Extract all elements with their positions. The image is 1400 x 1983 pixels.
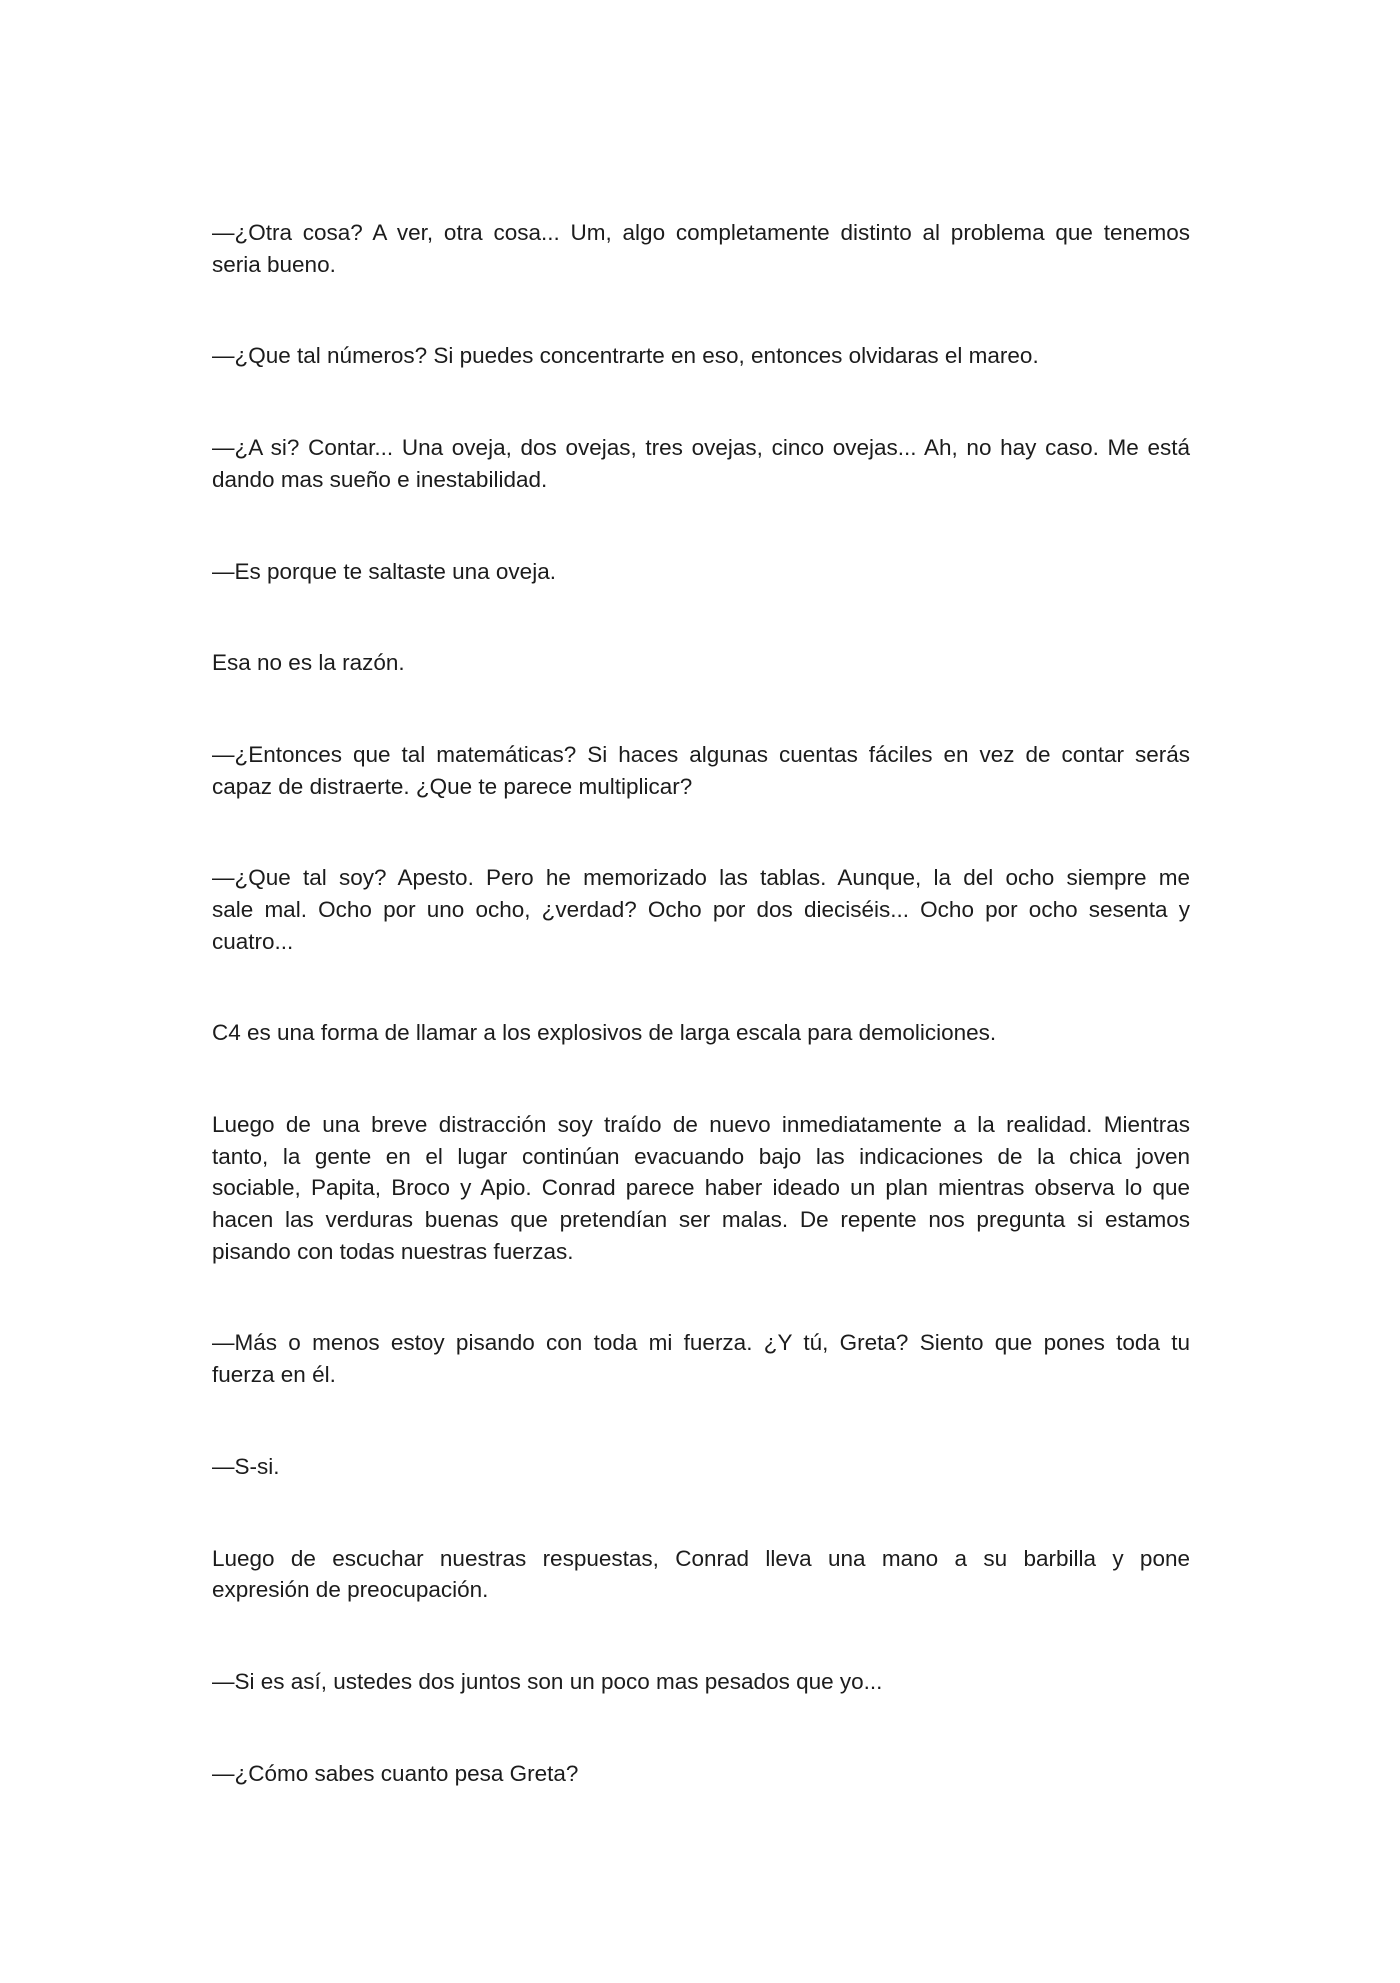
text-line: Luego de una breve distracción soy traído de nuevo inmediatamente a la realidad. Mientras: [212, 1112, 1190, 1138]
text-line: C4 es una forma de llamar a los explosivos de larga escala para demoliciones.: [212, 1020, 997, 1046]
paragraph: [212, 340, 1190, 372]
text-line: —¿Entonces que tal matemáticas? Si haces algunas cuentas fáciles en vez de contar serás: [212, 742, 1190, 768]
text-line: —S-si.: [212, 1453, 280, 1479]
paragraph: [212, 1017, 1190, 1049]
text-line: sale mal. Ocho por uno ocho, ¿verdad? Ocho por dos dieciséis... Ocho por ocho sesenta y: [212, 897, 1190, 923]
text-line: —¿Otra cosa? A ver, otra cosa... Um, algo completamente distinto al problema que tenemos: [212, 220, 1190, 245]
text-line: —¿A si? Contar... Una oveja, dos ovejas, tres ovejas, cinco ovejas... Ah, no hay caso. Me está: [212, 435, 1190, 461]
text-line: —¿Que tal soy? Apesto. Pero he memorizado las tablas. Aunque, la del ocho siempre me: [212, 865, 1190, 891]
paragraph: [212, 739, 1190, 802]
text-line: —Es porque te saltaste una oveja.: [212, 558, 556, 584]
text-line: tanto, la gente en el lugar continúan evacuando bajo las indicaciones de la chica joven: [212, 1143, 1190, 1169]
paragraph: [212, 1666, 1190, 1698]
text-line: expresión de preocupación.: [212, 1577, 489, 1603]
text-line: —¿Que tal números? Si puedes concentrarte en eso, entonces olvidaras el mareo.: [212, 343, 1039, 369]
paragraph: [212, 1327, 1190, 1390]
paragraph: [212, 862, 1190, 957]
text-line: cuatro...: [212, 928, 294, 954]
text-line: capaz de distraerte. ¿Que te parece multiplicar?: [212, 773, 693, 799]
paragraph: [212, 1109, 1190, 1267]
paragraph: [212, 647, 1190, 679]
text-line: —¿Cómo sabes cuanto pesa Greta?: [212, 1760, 579, 1786]
text-line: pisando con todas nuestras fuerzas.: [212, 1238, 574, 1264]
paragraph: [212, 432, 1190, 495]
paragraph: [212, 1543, 1190, 1606]
paragraph: [212, 556, 1190, 588]
paragraph: [212, 217, 1190, 280]
text-line: —Más o menos estoy pisando con toda mi fuerza. ¿Y tú, Greta? Siento que pones toda tu: [212, 1330, 1190, 1356]
text-line: seria bueno.: [212, 251, 336, 277]
text-line: —Si es así, ustedes dos juntos son un poco mas pesados que yo...: [212, 1668, 883, 1694]
text-line: Luego de escuchar nuestras respuestas, Conrad lleva una mano a su barbilla y pone: [212, 1545, 1190, 1571]
paragraph: [212, 1758, 1190, 1790]
text-line: Esa no es la razón.: [212, 650, 405, 676]
text-line: dando mas sueño e inestabilidad.: [212, 466, 548, 492]
paragraph: [212, 1451, 1190, 1483]
text-line: sociable, Papita, Broco y Apio. Conrad parece haber ideado un plan mientras observa lo que: [212, 1175, 1190, 1201]
text-line: fuerza en él.: [212, 1361, 336, 1387]
text-line: hacen las verduras buenas que pretendían ser malas. De repente nos pregunta si estamos: [212, 1207, 1190, 1232]
document-body: [212, 217, 1190, 1849]
